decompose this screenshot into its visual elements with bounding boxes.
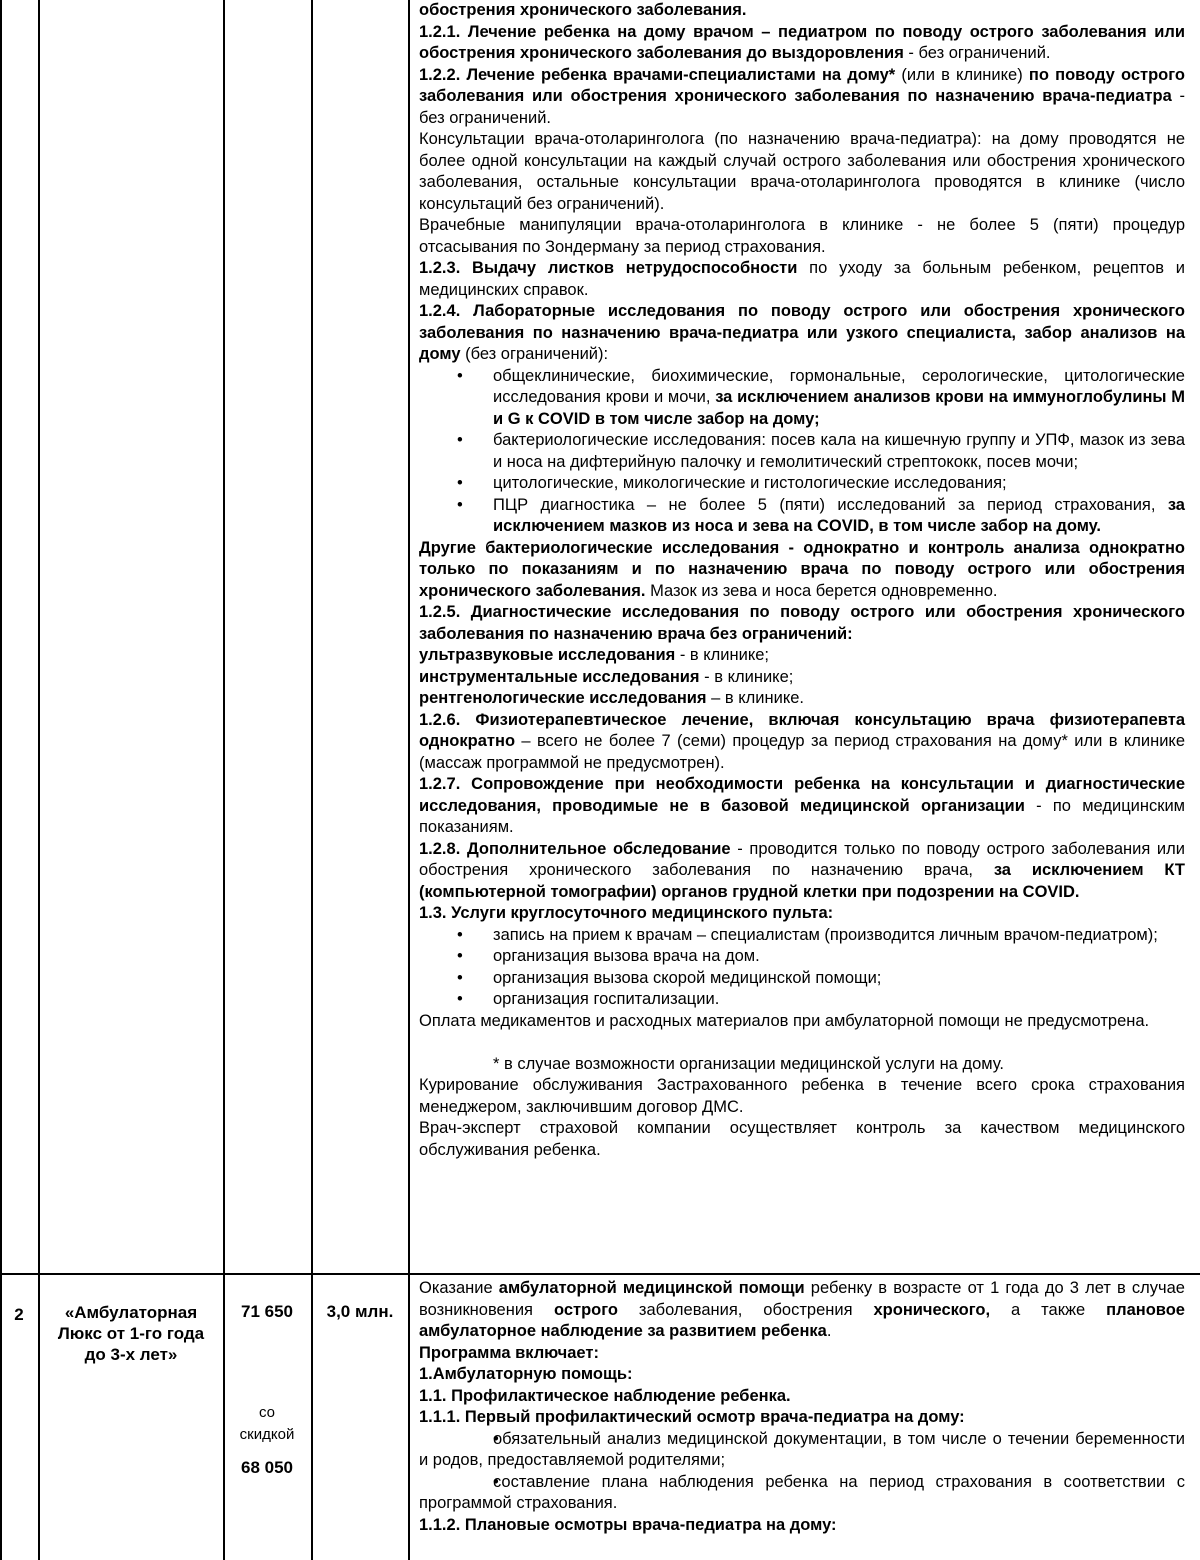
paragraph (419, 645, 1185, 667)
discount-price: 68 050 (241, 1458, 293, 1477)
text: * в случае возможности организации медицинской услуги на дому. (493, 1054, 1004, 1073)
coverage-amount: 3,0 млн. (326, 1302, 394, 1321)
text: – в клинике. (706, 689, 804, 707)
paragraph (419, 65, 1185, 130)
paragraph (419, 538, 1185, 603)
bullet-item (419, 968, 1185, 990)
paragraph (419, 1364, 1185, 1386)
row2-description-cell (419, 1278, 1185, 1536)
paragraph (419, 1515, 1185, 1537)
text: Оказание (419, 1279, 499, 1297)
text: организация вызова скорой медицинской помощи; (493, 968, 882, 987)
text: Оплата медикаментов и расходных материалов при амбулаторной помощи не предусмотрена. (419, 1011, 1150, 1030)
bold-text: обострения хронического заболевания. (419, 1, 747, 19)
row-separator (0, 1273, 1200, 1275)
table-divider-4 (408, 0, 410, 1560)
text: – всего не более 7 (семи) процедур за период страхования на дому* или в клинике (массаж программой не предусмотрен). (419, 732, 1185, 772)
bold-text: за исключением КТ (компьютерной томографии) органов грудной клетки при подозрении на COVID. (419, 861, 1185, 901)
bold-text: 1.2.1. Лечение ребенка на дому врачом – педиатром по поводу острого заболевания или обострения хронического заболевания до выздоровления (419, 22, 1185, 62)
paragraph (419, 903, 1185, 925)
bullet-item (419, 495, 1185, 538)
text: Консультации врача-отоларинголога (по назначению врача-педиатра): на дому проводятся не более одной консультации на каждый случай острого заболевания или обострения хронического заболевания, остальные консультации врача-отоларинголога проводятся в клинике (число консультаций без ограничений). (419, 130, 1185, 213)
text: а также (990, 1300, 1107, 1319)
bold-text: за исключением анализов крови на иммуноглобулины M и G к COVID в том числе забор на дому; (493, 388, 1185, 428)
bold-text: 1.2.4. Лабораторные исследования по поводу острого или обострения хронического заболевания по назначению врача-педиатра или узкого специалиста, забор анализов на дому (419, 302, 1185, 363)
program-price: 71 650 (241, 1302, 293, 1321)
bold-text: 1.1.1. Первый профилактический осмотр врача-педиатра на дому: (419, 1408, 965, 1426)
bold-text: 1.2.3. Выдачу листков нетрудоспособности (419, 259, 798, 277)
text: составление плана наблюдения ребенка на период страхования в соответствии с программой страхования. (419, 1472, 1185, 1512)
text: - проводится только по поводу острого заболевания или обострения хронического заболевания по назначению врача, (419, 839, 1185, 879)
bold-text: амбулаторной медицинской помощи (498, 1279, 805, 1297)
bullet-list (419, 925, 1185, 1011)
paragraph (419, 1407, 1185, 1429)
text: . (826, 1322, 832, 1340)
paragraph (419, 1343, 1185, 1365)
bold-text: 1.2.2. Лечение ребенка врачами-специалистами на дому* (419, 65, 896, 84)
text: ПЦР диагностика – не более 5 (пяти) исследований за период страхования, (493, 495, 1168, 514)
bold-text: Другие бактериологические исследования - однократно и контроль анализа однократно только по показаниям и по назначению врача по поводу острого или обострения хронического заболевания. (419, 538, 1185, 600)
paragraph (419, 129, 1185, 215)
paragraph (419, 1278, 1185, 1343)
paragraph (419, 258, 1185, 301)
paragraph (419, 1118, 1185, 1161)
text: - без ограничений. (419, 87, 1185, 127)
table-divider-3 (311, 0, 313, 1560)
paragraph (419, 667, 1185, 689)
text: обязательный анализ медицинской документации, в том числе о течении беременности и родов, предоставляемой родителями; (419, 1429, 1185, 1469)
text: организация госпитализации. (493, 990, 720, 1008)
bold-text: инструментальные исследования (419, 667, 700, 686)
footnote (419, 1054, 1185, 1076)
table-border-left (0, 0, 2, 1560)
discount-label: со скидкой (239, 1404, 295, 1443)
bold-text: 1.1.2. Плановые осмотры врача-педиатра на дому: (419, 1515, 837, 1534)
paragraph (419, 1075, 1185, 1118)
bullet-item (419, 366, 1185, 431)
bold-text: 1.1. Профилактическое наблюдение ребенка. (419, 1386, 791, 1405)
bullet-list (419, 366, 1185, 538)
text: заболевания, обострения (617, 1300, 874, 1319)
bold-text: Программа включает: (419, 1343, 599, 1362)
text: - в клинике; (675, 646, 769, 664)
bullet-item (419, 925, 1185, 947)
row1-description-cell (419, 0, 1185, 1161)
bold-text: за исключением мазков из носа и зева на COVID, в том числе забор на дому. (493, 495, 1185, 535)
bold-text: по поводу острого заболевания или обострения хронического заболевания по назначению врача-педиатра (419, 65, 1185, 105)
text: Врач-эксперт страховой компании осуществляет контроль за качеством медицинского обслуживания ребенка. (419, 1119, 1185, 1159)
paragraph (419, 774, 1185, 839)
bold-text: 1.2.7. Сопровождение при необходимости ребенка на консультации и диагностические исследования, проводимые не в базовой медицинской организации (419, 775, 1185, 815)
table-divider-2 (223, 0, 225, 1560)
paragraph (419, 1011, 1185, 1033)
bullet-item (419, 1429, 1185, 1472)
text: - в клинике; (699, 667, 794, 686)
text: по уходу за больным ребенком, рецептов и медицинских справок. (419, 259, 1185, 299)
text: Мазок из зева и носа берется одновременно. (645, 581, 998, 600)
text: запись на прием к врачам – специалистам (производится личным врачом-педиатром); (493, 925, 1158, 944)
text: (без ограничений): (460, 345, 609, 363)
bullet-item (419, 989, 1185, 1011)
bold-text: ультразвуковые исследования (419, 646, 676, 664)
paragraph (419, 22, 1185, 65)
text: Врачебные манипуляции врача-отоларинголога в клинике - не более 5 (пяти) процедур отсасывания по Зондерману за период страхования. (419, 216, 1185, 256)
bold-text: 1.3. Услуги круглосуточного медицинского пульта: (419, 904, 834, 922)
bold-text: 1.2.8. Дополнительное обследование (419, 839, 731, 858)
text: (или в клинике) (895, 65, 1029, 84)
text: общеклинические, биохимические, гормональные, серологические, цитологические исследования крови и мочи, (493, 366, 1185, 406)
blank-line (419, 1032, 1185, 1054)
bold-text: 1.2.5. Диагностические исследования по поводу острого или обострения хронического заболевания по назначению врача без ограничений: (419, 603, 1185, 643)
text: Курирование обслуживания Застрахованного ребенка в течение всего срока страхования менеджером, заключившим договор ДМС. (419, 1076, 1185, 1116)
paragraph (419, 0, 1185, 22)
bullet-item (419, 430, 1185, 473)
bullet-list (419, 1429, 1185, 1515)
bold-text: рентгенологические исследования (419, 689, 707, 707)
text: - без ограничений. (903, 44, 1051, 62)
bold-text: плановое амбулаторное наблюдение за развитием ребенка (419, 1300, 1185, 1340)
table-divider-1 (38, 0, 40, 1560)
bold-text: 1.2.6. Физиотерапевтическое лечение, включая консультацию врача физиотерапевта однократно (419, 710, 1185, 750)
bold-text: острого (553, 1300, 618, 1319)
text: бактериологические исследования: посев кала на кишечную группу и УПФ, мазок из зева и носа на дифтерийную палочку и гемолитический стрептококк, посев мочи; (493, 431, 1185, 471)
text: - по медицинским показаниям. (419, 796, 1186, 836)
bold-text: 1.Амбулаторную помощь: (419, 1365, 633, 1383)
paragraph (419, 839, 1185, 904)
bullet-item (419, 473, 1185, 495)
paragraph (419, 602, 1185, 645)
program-name: «Амбулаторная Люкс от 1-го года до 3-х лет» (57, 1303, 205, 1364)
text: цитологические, микологические и гистологические исследования; (493, 474, 1007, 492)
row2-number: 2 (14, 1305, 24, 1324)
bullet-item (419, 946, 1185, 968)
text: ребенку в возрасте от 1 года до 3 лет в случае возникновения (419, 1279, 1185, 1319)
paragraph (419, 688, 1185, 710)
text: организация вызова врача на дом. (493, 947, 760, 965)
paragraph (419, 301, 1185, 366)
paragraph (419, 215, 1185, 258)
paragraph (419, 710, 1185, 775)
bold-text: хронического, (873, 1300, 991, 1319)
bullet-item (419, 1472, 1185, 1515)
paragraph (419, 1386, 1185, 1408)
